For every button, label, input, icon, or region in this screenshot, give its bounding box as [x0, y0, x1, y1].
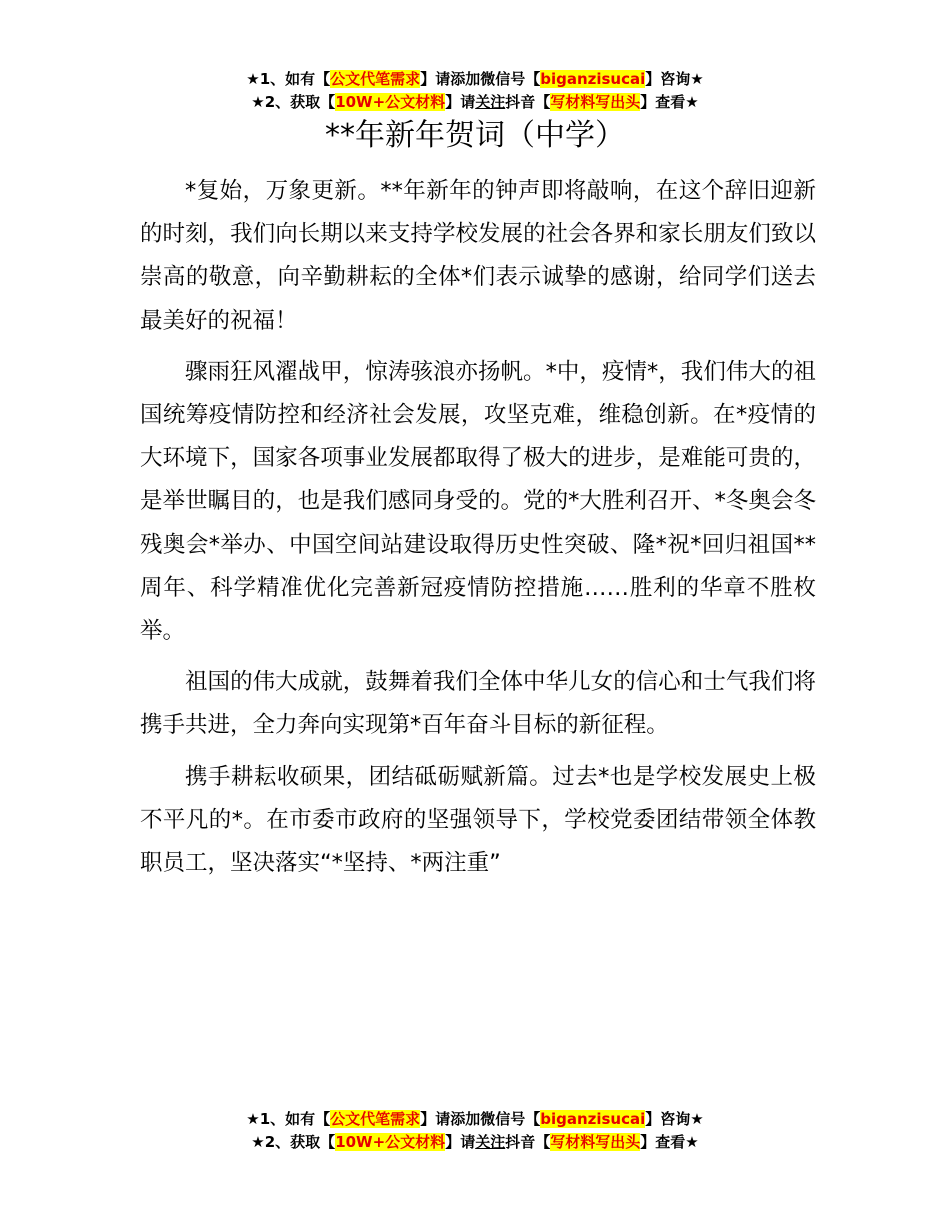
footer-line-2-mid: 】请	[445, 1133, 476, 1151]
promo-line-2-end: 】查看★	[640, 93, 699, 111]
promo-line-2-mid: 】请	[445, 93, 476, 111]
footer-line-2-prefix: ★2、获取【	[251, 1133, 336, 1151]
footer-account-highlight: 写材料写出头	[550, 1133, 641, 1151]
footer-promo-line-1	[0, 1108, 950, 1131]
promo-follow-word: 关注	[475, 93, 506, 111]
footer-promo-line-2	[0, 1131, 950, 1154]
body-paragraph-2: 骤雨狂风濯战甲，惊涛骇浪亦扬帆。*中，疫情*，我们伟大的祖国统筹疫情防控和经济社会发展，攻坚克难，维稳创新。在*疫情的大环境下，国家各项事业发展都取得了极大的进步，是难能可贵的，是举世瞩目的，也是我们感同身受的。党的*大胜利召开、*冬奥会冬残奥会*举办、中国空间站建设取得历史性突破、隆*祝*回归祖国**周年、科学精准优化完善新冠疫情防控措施……胜利的华章不胜枚举。	[140, 358, 816, 645]
promo-douyin-text: 抖音【	[505, 93, 551, 111]
document-title: **年新年贺词（中学）	[325, 118, 625, 153]
promo-line-1-mid: 】请添加微信号【	[420, 70, 541, 88]
body-paragraph-4: 携手耕耘收硕果，团结砥砺赋新篇。过去*也是学校发展史上极不平凡的*。在市委市政府的坚强领导下，学校党委团结带领全体教职员工，坚决落实“*坚持、*两注重”	[140, 763, 816, 877]
promo-line-2	[0, 91, 950, 114]
footer-line-2-end: 】查看★	[640, 1133, 699, 1151]
promo-materials-highlight: 10W+公文材料	[335, 93, 446, 111]
body-paragraph-3: 祖国的伟大成就，鼓舞着我们全体中华儿女的信心和士气我们将携手共进，全力奔向实现第*百年奋斗目标的新征程。	[140, 669, 816, 739]
footer-follow-word: 关注	[475, 1133, 506, 1151]
footer-promo-banner	[0, 1108, 950, 1154]
body-paragraph-1: *复始，万象更新。**年新年的钟声即将敲响，在这个辞旧迎新的时刻，我们向长期以来支持学校发展的社会各界和家长朋友们致以崇高的敬意，向辛勤耕耘的全体*们表示诚挚的感谢，给同学们送去最美好的祝福！	[140, 178, 816, 334]
promo-account-highlight: 写材料写出头	[550, 93, 641, 111]
footer-douyin-text: 抖音【	[505, 1133, 551, 1151]
promo-line-2-prefix: ★2、获取【	[251, 93, 336, 111]
promo-wechat-id: biganzisucai	[540, 70, 646, 88]
footer-materials-highlight: 10W+公文材料	[335, 1133, 446, 1151]
footer-line-1-end: 】咨询★	[645, 1110, 704, 1128]
promo-service-highlight: 公文代笔需求	[330, 70, 421, 88]
footer-wechat-id: biganzisucai	[540, 1110, 646, 1128]
header-promo-banner	[0, 68, 950, 114]
promo-line-1	[0, 68, 950, 91]
promo-line-1-end: 】咨询★	[645, 70, 704, 88]
document-body	[140, 170, 816, 893]
footer-line-1-prefix: ★1、如有【	[246, 1110, 331, 1128]
footer-service-highlight: 公文代笔需求	[330, 1110, 421, 1128]
footer-line-1-mid: 】请添加微信号【	[420, 1110, 541, 1128]
promo-line-1-prefix: ★1、如有【	[246, 70, 331, 88]
